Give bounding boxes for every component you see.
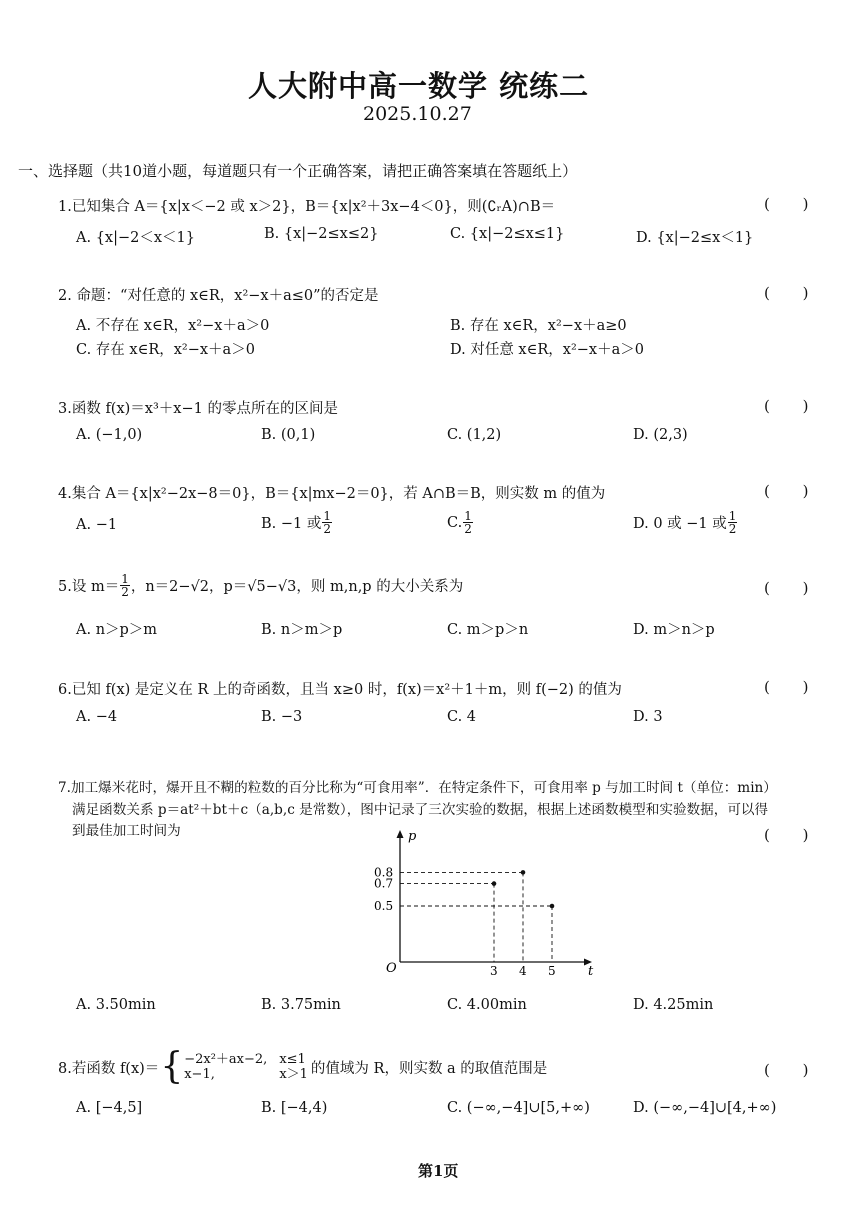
q1-option-a: A. {x|−2＜x＜1}: [76, 230, 195, 246]
q4-option-b-text: B. −1 或: [261, 516, 322, 532]
page-number: 第1页: [418, 1162, 459, 1180]
q7-option-b: B. 3.75min: [261, 997, 341, 1013]
x-axis-label: t: [588, 964, 594, 978]
q8-stem-suffix: 的值域为 R，则实数 a 的取值范围是: [310, 1060, 548, 1077]
piece-1-expr: −2x²＋ax−2,: [184, 1052, 268, 1067]
q5-stem-prefix: 5.设 m＝: [58, 579, 120, 595]
data-point: [492, 881, 497, 886]
question-2-stem: 2. 命题：“对任意的 x∈R，x²−x＋a≤0”的否定是: [58, 288, 379, 304]
y-tick-label: 0.8: [374, 865, 394, 880]
q7-option-c: C. 4.00min: [447, 997, 527, 1013]
q6-option-b: B. −3: [261, 709, 303, 725]
y-axis-arrow: [397, 830, 404, 838]
exam-date: 2025.10.27: [363, 103, 472, 125]
data-point: [550, 904, 555, 909]
question-7-stem-line-1: 7.加工爆米花时，爆开且不糊的粒数的百分比称为“可食用率”．在特定条件下，可食用率 p 与加工时间 t（单位：min）: [58, 780, 777, 796]
piece-1-cond: x≤1: [279, 1052, 306, 1067]
answer-paren-1: ( ): [764, 195, 823, 213]
question-7-stem-line-3: 到最佳加工时间为: [72, 823, 181, 839]
q4-option-c-text: C.: [447, 514, 463, 531]
q3-option-a: A. (−1,0): [76, 427, 143, 443]
piecewise-cases: [184, 1052, 308, 1082]
data-point: [521, 870, 526, 875]
q7-option-a: A. 3.50min: [76, 997, 156, 1013]
q5-option-b: B. n＞m＞p: [261, 622, 343, 638]
answer-paren-8: ( ): [764, 1061, 823, 1079]
fraction: $\frac{1}{2}$: [323, 509, 331, 536]
q4-option-d-text: D. 0 或 −1 或: [633, 516, 727, 532]
q3-option-d: D. (2,3): [633, 427, 688, 443]
q8-stem-prefix: 8.若函数 f(x)＝: [58, 1060, 160, 1077]
answer-paren-6: ( ): [764, 678, 823, 696]
question-6-stem: 6.已知 f(x) 是定义在 R 上的奇函数，且当 x≥0 时，f(x)＝x²＋1＋m，则 f(−2) 的值为: [58, 682, 622, 698]
answer-paren-2: ( ): [764, 284, 823, 302]
question-4-stem: 4.集合 A＝{x|x²−2x−8＝0}，B＝{x|mx−2＝0}，若 A∩B＝B，则实数 m 的值为: [58, 486, 606, 502]
q3-option-b: B. (0,1): [261, 427, 316, 443]
q6-option-c: C. 4: [447, 709, 477, 725]
question-3-stem: 3.函数 f(x)＝x³＋x−1 的零点所在的区间是: [58, 401, 338, 417]
q1-option-c: C. {x|−2≤x≤1}: [450, 226, 565, 242]
fraction: $\frac{1}{2}$: [464, 509, 472, 536]
q8-option-c: C. (−∞,−4]∪[5,+∞): [447, 1100, 590, 1116]
origin-label: O: [386, 961, 397, 976]
q4-option-a: A. −1: [76, 517, 118, 533]
fraction: $\frac{1}{2}$: [728, 509, 737, 536]
answer-paren-3: ( ): [764, 397, 823, 415]
experiment-chart: [360, 826, 600, 978]
question-5-stem: [58, 573, 463, 598]
y-tick-label: 0.7: [374, 876, 394, 891]
answer-paren-5: ( ): [764, 579, 823, 597]
q2-option-a: A. 不存在 x∈R，x²−x＋a＞0: [76, 318, 270, 334]
q6-option-d: D. 3: [633, 709, 663, 725]
q4-option-d: [633, 510, 738, 535]
q2-option-c: C. 存在 x∈R，x²−x＋a＞0: [76, 342, 255, 358]
q8-option-b: B. [−4,4): [261, 1100, 328, 1116]
q4-option-b: [261, 510, 333, 535]
q5-option-c: C. m＞p＞n: [447, 622, 529, 638]
page-title: 人大附中高一数学 统练二: [248, 69, 590, 103]
q4-option-c: [447, 510, 474, 535]
x-tick-label: 4: [519, 964, 527, 978]
section-heading: 一、选择题（共10道小题，每道题只有一个正确答案，请把正确答案填在答题纸上）: [18, 162, 578, 180]
q7-option-d: D. 4.25min: [633, 997, 714, 1013]
q8-option-d: D. (−∞,−4]∪[4,+∞): [633, 1100, 777, 1116]
piecewise-brace: {: [160, 1046, 184, 1087]
piece-2-expr: x−1,: [184, 1067, 215, 1082]
y-tick-label: 0.5: [374, 899, 394, 913]
x-tick-label: 3: [490, 964, 498, 978]
piece-2-cond: x＞1: [279, 1067, 308, 1082]
question-7-stem-line-2: 满足函数关系 p＝at²＋bt＋c（a,b,c 是常数），图中记录了三次实验的数据，根据上述函数模型和实验数据，可以得: [72, 802, 769, 818]
question-1-stem: 1.已知集合 A＝{x|x＜−2 或 x＞2}，B＝{x|x²＋3x−4＜0}，则(∁ᵣA)∩B＝: [58, 199, 556, 215]
q5-option-a: A. n＞p＞m: [76, 622, 158, 638]
fraction: $\frac{1}{2}$: [121, 572, 129, 599]
y-axis-label: p: [408, 829, 417, 844]
q6-option-a: A. −4: [76, 709, 118, 725]
answer-paren-4: ( ): [764, 482, 823, 500]
q5-stem-suffix: ，n＝2−√2，p＝√5−√3，则 m,n,p 的大小关系为: [130, 579, 464, 595]
question-8-stem: [58, 1046, 548, 1087]
q2-option-b: B. 存在 x∈R，x²−x＋a≥0: [450, 318, 627, 334]
q3-option-c: C. (1,2): [447, 427, 502, 443]
q2-option-d: D. 对任意 x∈R，x²−x＋a＞0: [450, 342, 644, 358]
q8-option-a: A. [−4,5]: [76, 1100, 143, 1116]
x-tick-label: 5: [548, 964, 556, 978]
q1-option-b: B. {x|−2≤x≤2}: [264, 226, 379, 242]
q1-option-d: D. {x|−2≤x＜1}: [636, 230, 754, 246]
answer-paren-7: ( ): [764, 826, 823, 844]
q5-option-d: D. m＞n＞p: [633, 622, 715, 638]
